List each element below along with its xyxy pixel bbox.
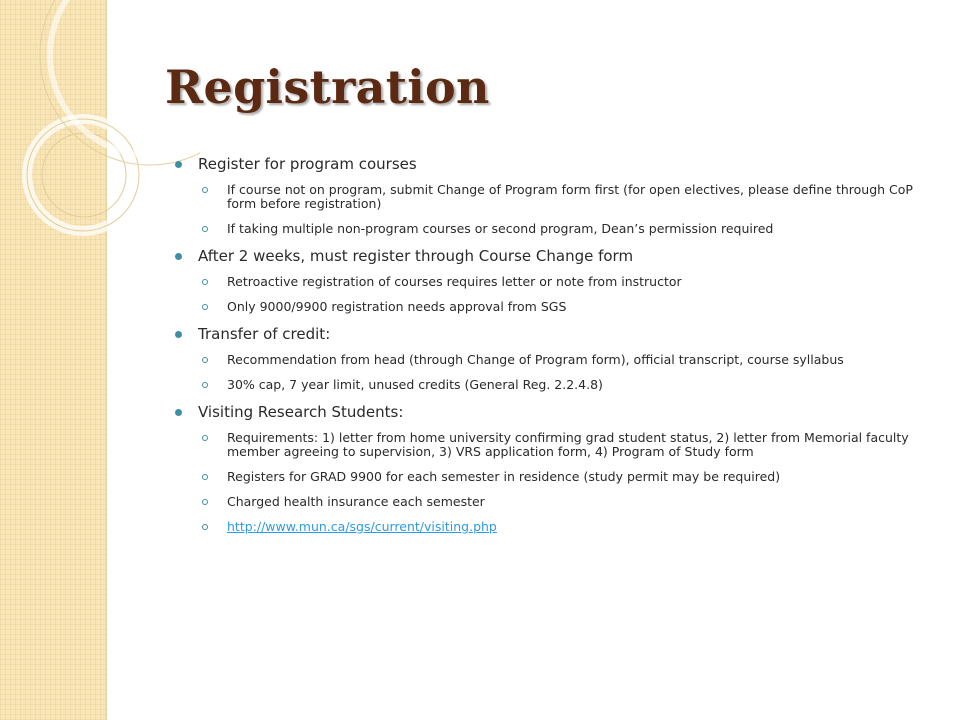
sub-bullet-ring-icon: [202, 499, 208, 505]
bullet-dot-icon: [175, 161, 182, 168]
sub-bullet-text: Retroactive registration of courses requires letter or note from instructor: [227, 274, 682, 289]
sub-bullet-link: [174, 520, 914, 534]
bullet-text: Register for program courses: [198, 155, 417, 173]
bullet-dot-icon: [175, 331, 182, 338]
sub-bullet-text: Recommendation from head (through Change of Program form), official transcript, course syllabus: [227, 352, 844, 367]
sub-bullet: [174, 353, 914, 367]
bullet-text: After 2 weeks, must register through Course Change form: [198, 247, 634, 265]
sub-bullet-text: Requirements: 1) letter from home university confirming grad student status, 2) letter from Memorial faculty member agreeing to supervision, 3) VRS application form, 4) Program of Study form: [227, 430, 909, 459]
bullet-dot-icon: [175, 253, 182, 260]
bullet-register-program-courses: [174, 155, 914, 174]
sub-bullet-text: Registers for GRAD 9900 for each semester in residence (study permit may be required): [227, 469, 781, 484]
decorative-circles: [0, 0, 200, 260]
sub-bullet: [174, 378, 914, 392]
sub-bullet-ring-icon: [202, 304, 208, 310]
sub-bullet-ring-icon: [202, 474, 208, 480]
bullet-text: Visiting Research Students:: [198, 403, 404, 421]
sub-bullet-ring-icon: [202, 357, 208, 363]
sub-bullet: [174, 300, 914, 314]
sub-bullet-ring-icon: [202, 187, 208, 193]
bullet-transfer-of-credit: [174, 325, 914, 344]
sub-bullet-ring-icon: [202, 279, 208, 285]
bullet-text: Transfer of credit:: [198, 325, 331, 343]
sub-bullet-text: If taking multiple non-program courses or second program, Dean’s permission required: [227, 221, 774, 236]
slide-body: [174, 155, 914, 545]
sub-bullet-text: Charged health insurance each semester: [227, 494, 485, 509]
slide-title: Registration: [165, 60, 490, 114]
visiting-students-link[interactable]: http://www.mun.ca/sgs/current/visiting.php: [227, 519, 497, 534]
sub-bullet-ring-icon: [202, 226, 208, 232]
sub-bullet-text: 30% cap, 7 year limit, unused credits (General Reg. 2.2.4.8): [227, 377, 603, 392]
sub-bullet: [174, 183, 914, 211]
sub-bullet: [174, 470, 914, 484]
sub-bullet: [174, 495, 914, 509]
sub-bullet-ring-icon: [202, 435, 208, 441]
bullet-course-change: [174, 247, 914, 266]
bullet-dot-icon: [175, 409, 182, 416]
sub-bullet-ring-icon: [202, 524, 208, 530]
sub-bullet-text: Only 9000/9900 registration needs approval from SGS: [227, 299, 567, 314]
bullet-visiting-research-students: [174, 403, 914, 422]
sub-bullet: [174, 431, 914, 459]
sub-bullet: [174, 275, 914, 289]
sub-bullet: [174, 222, 914, 236]
sub-bullet-ring-icon: [202, 382, 208, 388]
sub-bullet-text: If course not on program, submit Change of Program form first (for open electives, please define through CoP form before registration): [227, 182, 913, 211]
